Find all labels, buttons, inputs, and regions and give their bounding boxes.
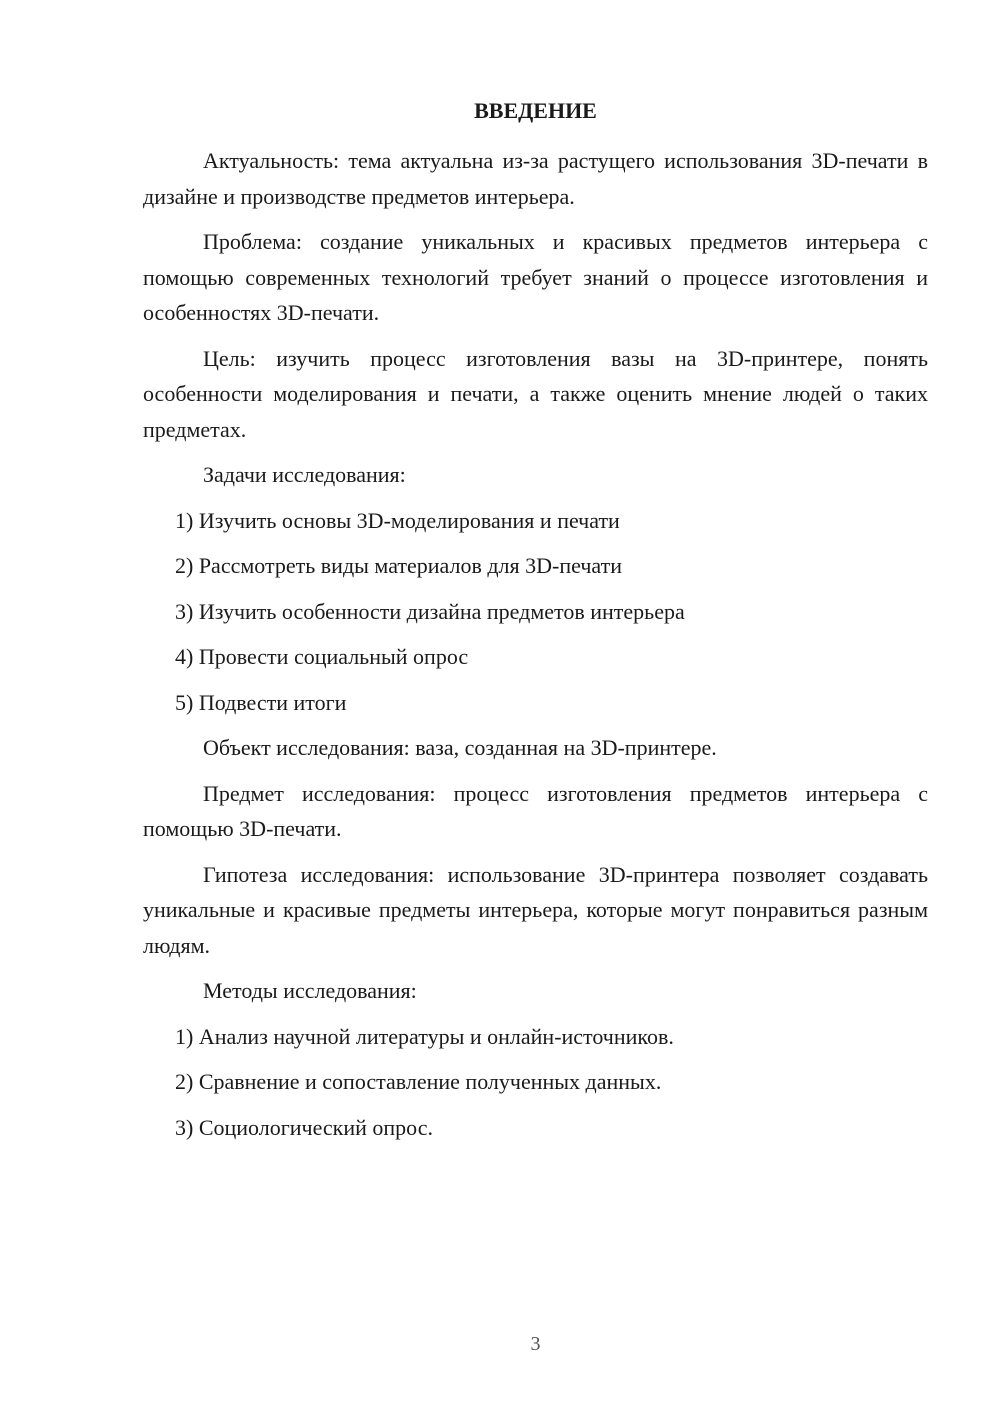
- tasks-list: [143, 503, 928, 721]
- list-item: 4) Провести социальный опрос: [175, 644, 469, 669]
- list-item: 2) Сравнение и сопоставление полученных данных.: [175, 1069, 662, 1094]
- page-number: 3: [530, 1333, 541, 1355]
- list-item: 1) Изучить основы 3D-моделирования и печати: [175, 507, 620, 533]
- list-item: 5) Подвести итоги: [175, 689, 347, 715]
- list-item: 1) Анализ научной литературы и онлайн-источников.: [175, 1023, 674, 1049]
- methods-list: [143, 1019, 928, 1146]
- tasks-heading: Задачи исследования:: [203, 462, 406, 487]
- page-title: ВВЕДЕНИЕ: [474, 98, 597, 123]
- list-item: 3) Социологический опрос.: [175, 1114, 433, 1140]
- list-item: 2) Рассмотреть виды материалов для 3D-печати: [175, 553, 623, 578]
- goal-paragraph: Цель: изучить процесс изготовления вазы на 3D-принтере, понять особенности моделирования и печати, а также оценить мнение людей о таких предметах.: [143, 345, 928, 442]
- document-body: [143, 143, 928, 1155]
- object-paragraph: Объект исследования: ваза, созданная на 3D-принтере.: [203, 735, 717, 760]
- problem-paragraph: Проблема: создание уникальных и красивых предметов интерьера с помощью современных технологий требует знаний о процессе изготовления и особенностях 3D-печати.: [143, 229, 928, 325]
- methods-heading: Методы исследования:: [203, 978, 417, 1003]
- list-item: 3) Изучить особенности дизайна предметов интерьера: [175, 598, 685, 624]
- relevance-paragraph: Актуальность: тема актуальна из-за растущего использования 3D-печати в дизайне и производстве предметов интерьера.: [143, 148, 928, 209]
- hypothesis-paragraph: Гипотеза исследования: использование 3D-принтера позволяет создавать уникальные и красивые предметы интерьера, которые могут понравиться разным людям.: [143, 861, 928, 958]
- subject-paragraph: Предмет исследования: процесс изготовления предметов интерьера с помощью 3D-печати.: [143, 780, 928, 841]
